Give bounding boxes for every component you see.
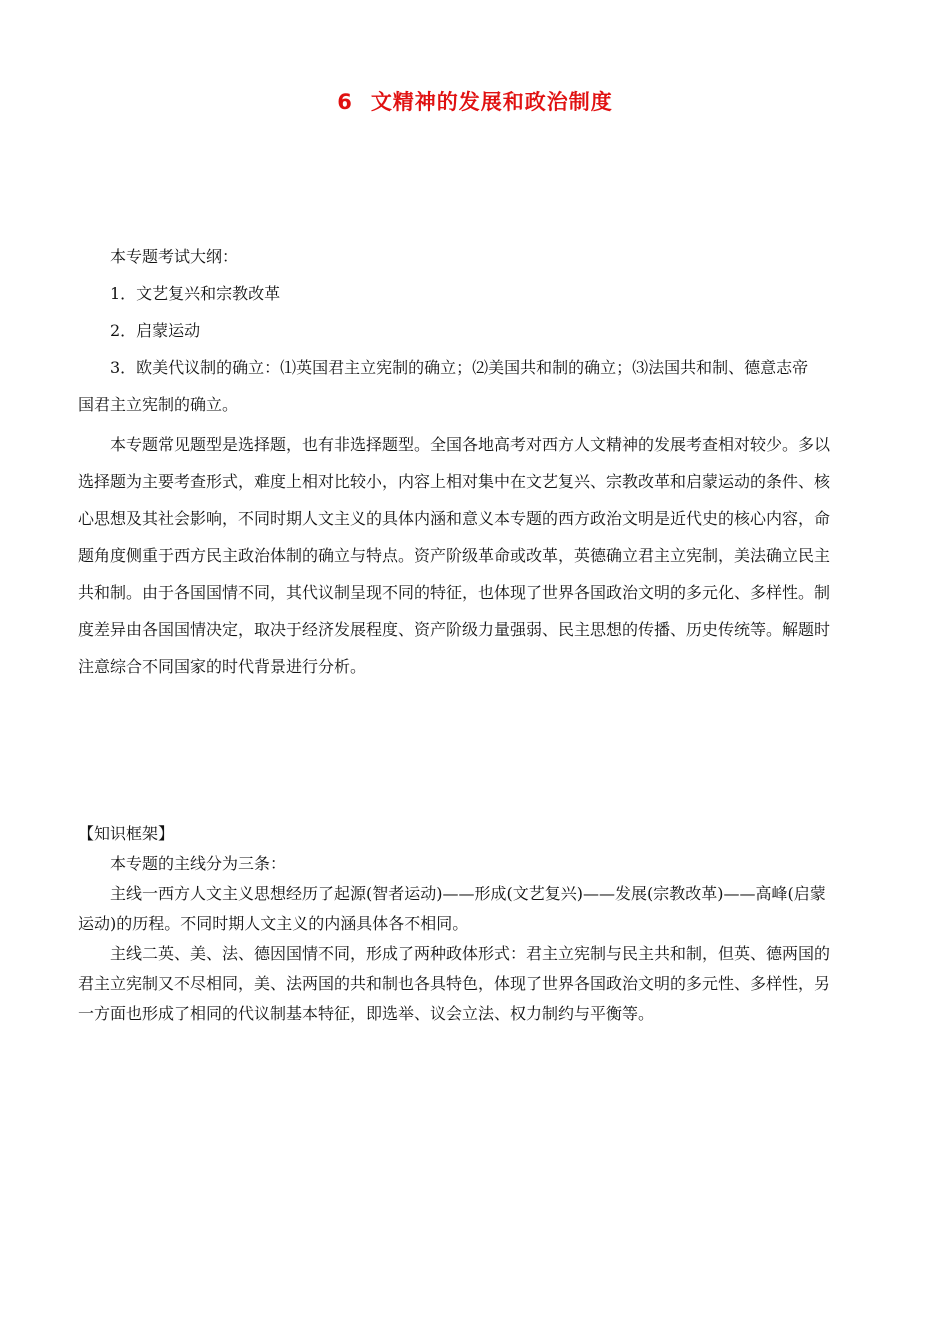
outline-item: 国君主立宪制的确立。 [78, 395, 239, 414]
outline-item: 2．启蒙运动 [110, 321, 201, 340]
analysis-paragraph [78, 426, 878, 685]
knowledge-framework [78, 819, 878, 1029]
mainline-two: 主线二英、美、法、德因国情不同，形成了两种政体形式：君主立宪制与民主共和制，但英、德两国的 [110, 944, 831, 963]
outline-item: 1．文艺复兴和宗教改革 [110, 284, 281, 303]
paragraph-line: 共和制。由于各国国情不同，其代议制呈现不同的特征，也体现了世界各国政治文明的多元化、多样性。制 [78, 583, 831, 602]
paragraph-line: 题角度侧重于西方民主政治体制的确立与特点。资产阶级革命或改革，英德确立君主立宪制，美法确立民主 [78, 546, 831, 565]
page-title [0, 86, 950, 116]
mainline-two: 一方面也形成了相同的代议制基本特征，即选举、议会立法、权力制约与平衡等。 [78, 1004, 655, 1023]
mainline-two: 君主立宪制又不尽相同，美、法两国的共和制也各具特色，体现了世界各国政治文明的多元性、多样性，另 [78, 974, 831, 993]
title-number: 6 [337, 90, 353, 114]
mainline-one: 主线一西方人文主义思想经历了起源(智者运动)——形成(文艺复兴)——发展(宗教改革)——高峰(启蒙 [110, 884, 826, 903]
framework-heading: 【知识框架】 [78, 824, 175, 843]
exam-outline [78, 238, 878, 423]
outline-item: 3．欧美代议制的确立：⑴英国君主立宪制的确立；⑵美国共和制的确立；⑶法国共和制、德意志帝 [110, 358, 809, 377]
outline-heading: 本专题考试大纲： [110, 247, 239, 266]
paragraph-line: 选择题为主要考查形式，难度上相对比较小，内容上相对集中在文艺复兴、宗教改革和启蒙运动的条件、核 [78, 472, 831, 491]
mainline-one: 运动)的历程。不同时期人文主义的内涵具体各不相同。 [78, 914, 469, 933]
paragraph-line: 本专题常见题型是选择题，也有非选择题型。全国各地高考对西方人文精神的发展考查相对较少。多以 [110, 435, 831, 454]
paragraph-line: 注意综合不同国家的时代背景进行分析。 [78, 657, 367, 676]
framework-intro: 本专题的主线分为三条： [110, 854, 287, 873]
paragraph-line: 度差异由各国国情决定，取决于经济发展程度、资产阶级力量强弱、民主思想的传播、历史传统等。解题时 [78, 620, 831, 639]
paragraph-line: 心思想及其社会影响，不同时期人文主义的具体内涵和意义本专题的西方政治文明是近代史的核心内容，命 [78, 509, 831, 528]
title-text: 文精神的发展和政治制度 [370, 90, 613, 114]
